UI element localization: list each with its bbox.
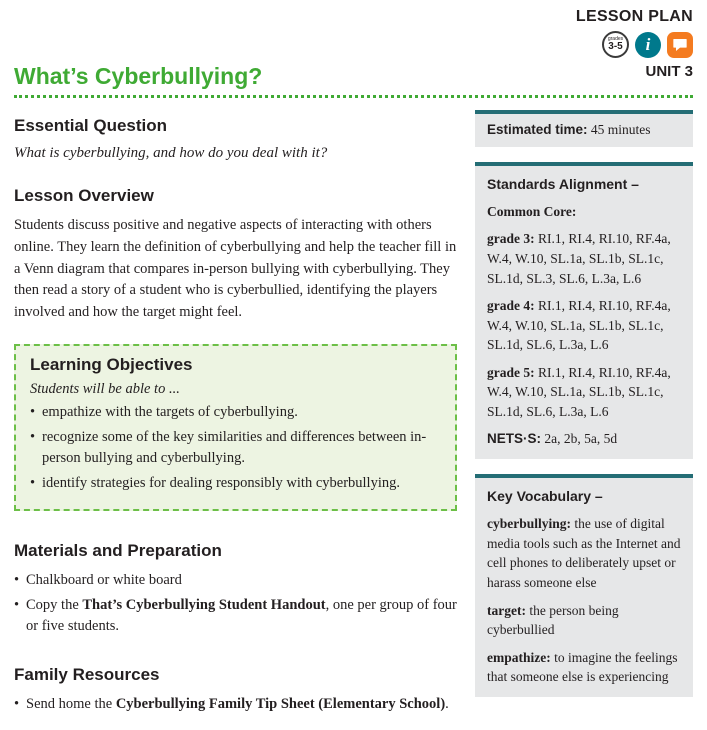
speech-bubble-glyph: [672, 37, 688, 53]
family-resources-list: [14, 694, 457, 715]
dotted-divider: [14, 95, 693, 98]
unit-label: UNIT 3: [645, 63, 693, 80]
vocabulary-heading: Key Vocabulary –: [487, 488, 603, 505]
learning-objectives-heading: Learning Objectives: [30, 354, 193, 374]
info-icon-glyph: i: [645, 34, 651, 54]
objective-item: • empathize with the targets of cyberbullying.: [30, 402, 441, 423]
standards-grade-4: grade 4: RI.1, RI.4, RI.10, RF.4a, W.4, W.10, SL.1a, SL.1b, SL.1c, SL.1d, SL.6, L.3a, L.6: [487, 298, 671, 353]
main-column: [14, 110, 457, 719]
standards-grade-5: grade 5: RI.1, RI.4, RI.10, RF.4a, W.4, W.10, SL.1a, SL.1b, SL.1c, SL.1d, SL.6, L.3a, L.6: [487, 364, 671, 419]
chat-icon: [667, 32, 693, 58]
vocab-term-cyberbullying: cyberbullying: the use of digital media tools such as the Internet and cell phones to deliberately upset or harass someone else: [487, 516, 681, 591]
learning-objectives-list: [30, 402, 441, 494]
materials-heading: Materials and Preparation: [14, 540, 222, 560]
info-icon: [635, 32, 661, 58]
standards-nets: NETS·S: 2a, 2b, 5a, 5d: [487, 431, 618, 447]
estimated-time-value: 45 minutes: [590, 122, 651, 137]
grades-badge-range: 3-5: [608, 41, 623, 52]
estimated-time-box: [475, 110, 693, 147]
material-item: • Copy the That’s Cyberbullying Student Handout, one per group of four or five students.: [14, 595, 457, 637]
lesson-overview-text: Students discuss positive and negative aspects of interacting with others online. They learn the definition of cyberbullying and help the teacher fill in a Venn diagram that compares in-person bullying with cyberbullying. They then read a story of a student who is cyberbullied, identifying the players involved and how the target might feel.: [14, 217, 457, 320]
grades-badge-label: grades: [607, 36, 624, 42]
header: [14, 8, 693, 92]
page-title: What’s Cyberbullying?: [14, 63, 263, 89]
family-resources-heading: Family Resources: [14, 664, 160, 684]
estimated-time: [487, 120, 681, 140]
family-resource-item: • Send home the Cyberbullying Family Tip Sheet (Elementary School).: [14, 694, 457, 715]
essential-question-text: What is cyberbullying, and how do you deal with it?: [14, 145, 328, 161]
standards-grade-3: grade 3: RI.1, RI.4, RI.10, RF.4a, W.4, W.10, SL.1a, SL.1b, SL.1c, SL.1d, SL.3, SL.6, L.3a, L.6: [487, 231, 671, 286]
learning-objectives-box: [14, 344, 457, 511]
grades-badge-icon: [602, 31, 629, 58]
vocab-term-empathize: empathize: to imagine the feelings that someone else is experiencing: [487, 649, 678, 685]
material-item: • Chalkboard or white board: [14, 570, 457, 591]
learning-objectives-intro: Students will be able to ...: [30, 380, 180, 397]
materials-list: [14, 570, 457, 637]
header-meta: [576, 8, 693, 80]
sidebar: [475, 110, 693, 719]
lesson-overview-heading: Lesson Overview: [14, 186, 154, 205]
vocabulary-box: [475, 474, 693, 697]
essential-question-heading: Essential Question: [14, 116, 168, 135]
standards-box: [475, 162, 693, 459]
header-icons: [602, 31, 693, 58]
doc-type-label: LESSON PLAN: [575, 8, 693, 25]
content: [14, 110, 693, 719]
standards-heading: Standards Alignment –: [487, 175, 639, 192]
objective-item: • identify strategies for dealing responsibly with cyberbullying.: [30, 473, 441, 494]
vocab-term-target: target: the person being cyberbullied: [487, 602, 619, 638]
standards-subheading: Common Core:: [487, 203, 577, 219]
estimated-time-label: Estimated time:: [487, 122, 588, 137]
objective-item: • recognize some of the key similarities and differences between in-person bullying and cyberbullying.: [30, 427, 441, 469]
